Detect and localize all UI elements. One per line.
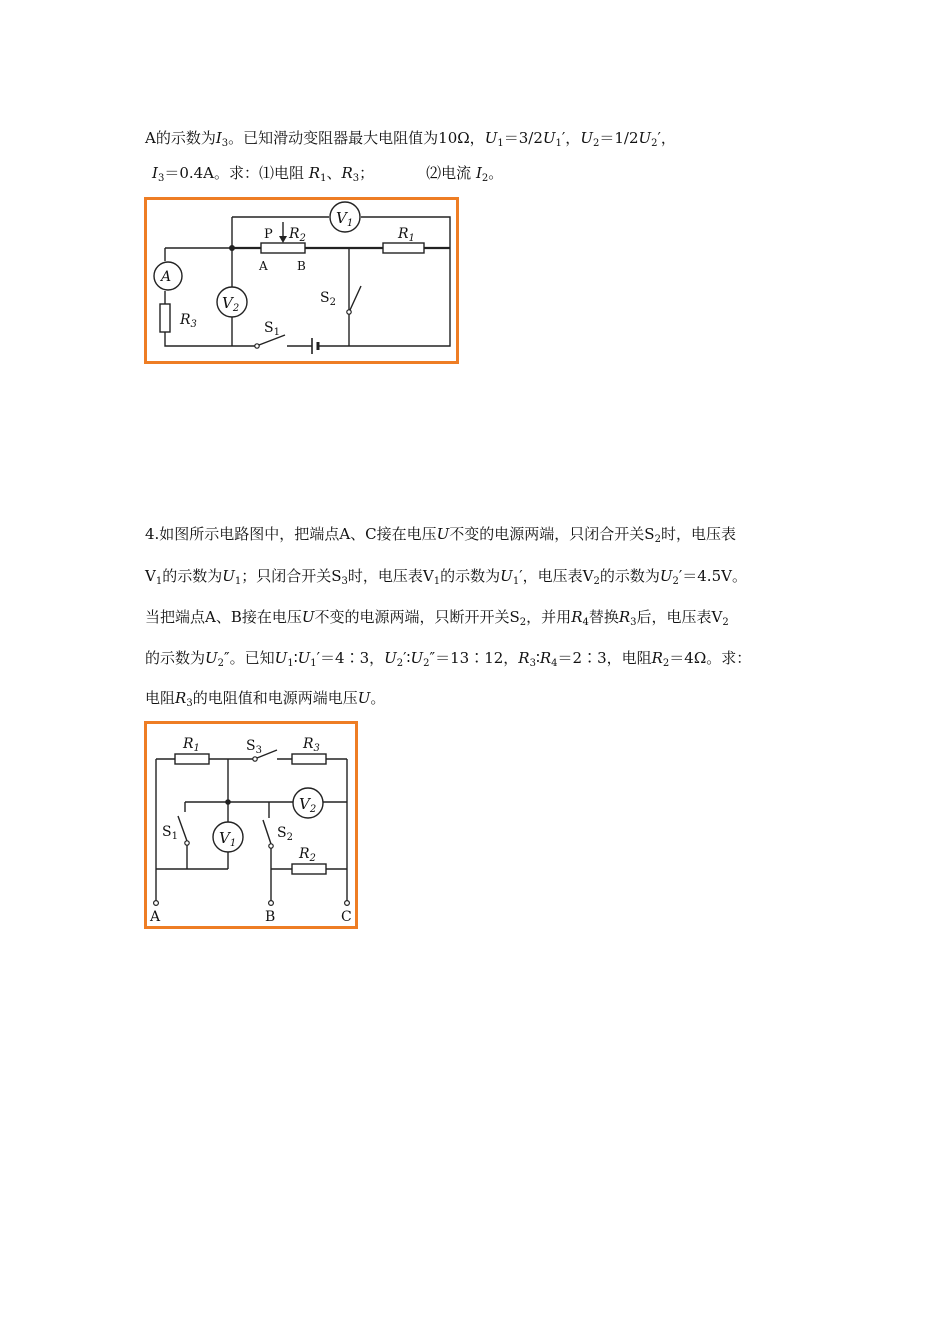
svg-text:R1: $R_1$ — [183, 736, 200, 754]
s1-switch — [259, 335, 312, 346]
slider-arrow — [279, 236, 287, 243]
svg-text:A: A — [150, 909, 161, 925]
circuit-diagram-1 — [144, 197, 459, 364]
svg-text:V2: $V_2$ — [299, 795, 317, 815]
problem4-line5: 电阻$R_3$的电阻值和电源两端电压U。 — [145, 689, 386, 709]
r3-resistor — [160, 304, 170, 332]
svg-text:S1: $S_1$ — [162, 824, 178, 842]
s2-switch — [263, 820, 271, 844]
s2-switch — [350, 286, 361, 310]
svg-text:A: A — [161, 269, 172, 285]
r3-resistor — [292, 754, 326, 764]
s3-pivot — [253, 757, 257, 761]
problem4-line3: 当把端点A、B接在电压U不变的电源两端，只断开开关$S_2$，并用$R_4$替换$R_3$后，电压表$V_2$ — [145, 608, 729, 628]
s1-pivot — [255, 344, 259, 348]
bottom-right-wire — [318, 248, 450, 346]
problem4-line2: $V_1$的示数为$U_1$；只闭合开关$S_3$时，电压表$V_1$的示数为$U_1'$，电压表$V_2$的示数为$U_2'=4.5V$。 — [145, 567, 747, 587]
s1-switch — [178, 816, 187, 841]
terminal-a — [154, 901, 159, 906]
svg-text:V2: $V_2$ — [222, 294, 240, 314]
r2-rheostat — [261, 243, 305, 253]
r1-resistor — [175, 754, 209, 764]
problem4-line4: 的示数为$U_2''$。已知$U_1∶U_1'=4∶3$，$U_2'∶U_2''=13∶12$，$R_3∶R_4=2∶3$，电阻$R_2=4\Omega$。求： — [145, 649, 752, 669]
r1-resistor — [383, 243, 424, 253]
r2-resistor — [292, 864, 326, 874]
label-p: P — [264, 227, 273, 242]
svg-text:S2: $S_2$ — [277, 825, 293, 843]
svg-text:V1: $V_1$ — [336, 209, 354, 229]
svg-text:B: B — [265, 909, 276, 925]
svg-text:R2: $R_2$ — [299, 846, 316, 864]
circuit-2-svg — [147, 724, 355, 926]
svg-text:R3: $R_3$ — [180, 312, 197, 330]
problem4-line1: 4.如图所示电路图中，把端点A、C接在电压U不变的电源两端，只闭合开关$S_2$时，电压表 — [145, 525, 736, 545]
svg-text:V1: $V_1$ — [219, 829, 237, 849]
circuit-1-svg — [147, 200, 456, 361]
svg-text:C: C — [341, 909, 352, 925]
s2-pivot — [347, 310, 351, 314]
circuit-diagram-2 — [144, 721, 358, 929]
svg-text:R1: $R_1$ — [398, 226, 415, 244]
label-b: B — [297, 259, 306, 273]
terminal-c — [345, 901, 350, 906]
svg-text:S1: $S_1$ — [264, 320, 280, 338]
s2-pivot — [269, 844, 273, 848]
svg-text:S3: $S_3$ — [246, 738, 262, 756]
terminal-b — [269, 901, 274, 906]
s1-pivot — [185, 841, 189, 845]
label-a: A — [259, 259, 268, 273]
problem3-line2: $I_3=0.4A$。求：⑴电阻 $R_1$、$R_3$； ⑵电流 $I_2$。 — [152, 164, 504, 184]
svg-text:R2: $R_2$ — [289, 226, 306, 244]
svg-text:S2: $S_2$ — [320, 290, 336, 308]
svg-text:R3: $R_3$ — [303, 736, 320, 754]
problem3-line1: A的示数为$I_3$。已知滑动变阻器最大电阻值为10Ω，$U_1=3/2U_1'$，$U_2=1/2U_2'$， — [145, 129, 676, 149]
